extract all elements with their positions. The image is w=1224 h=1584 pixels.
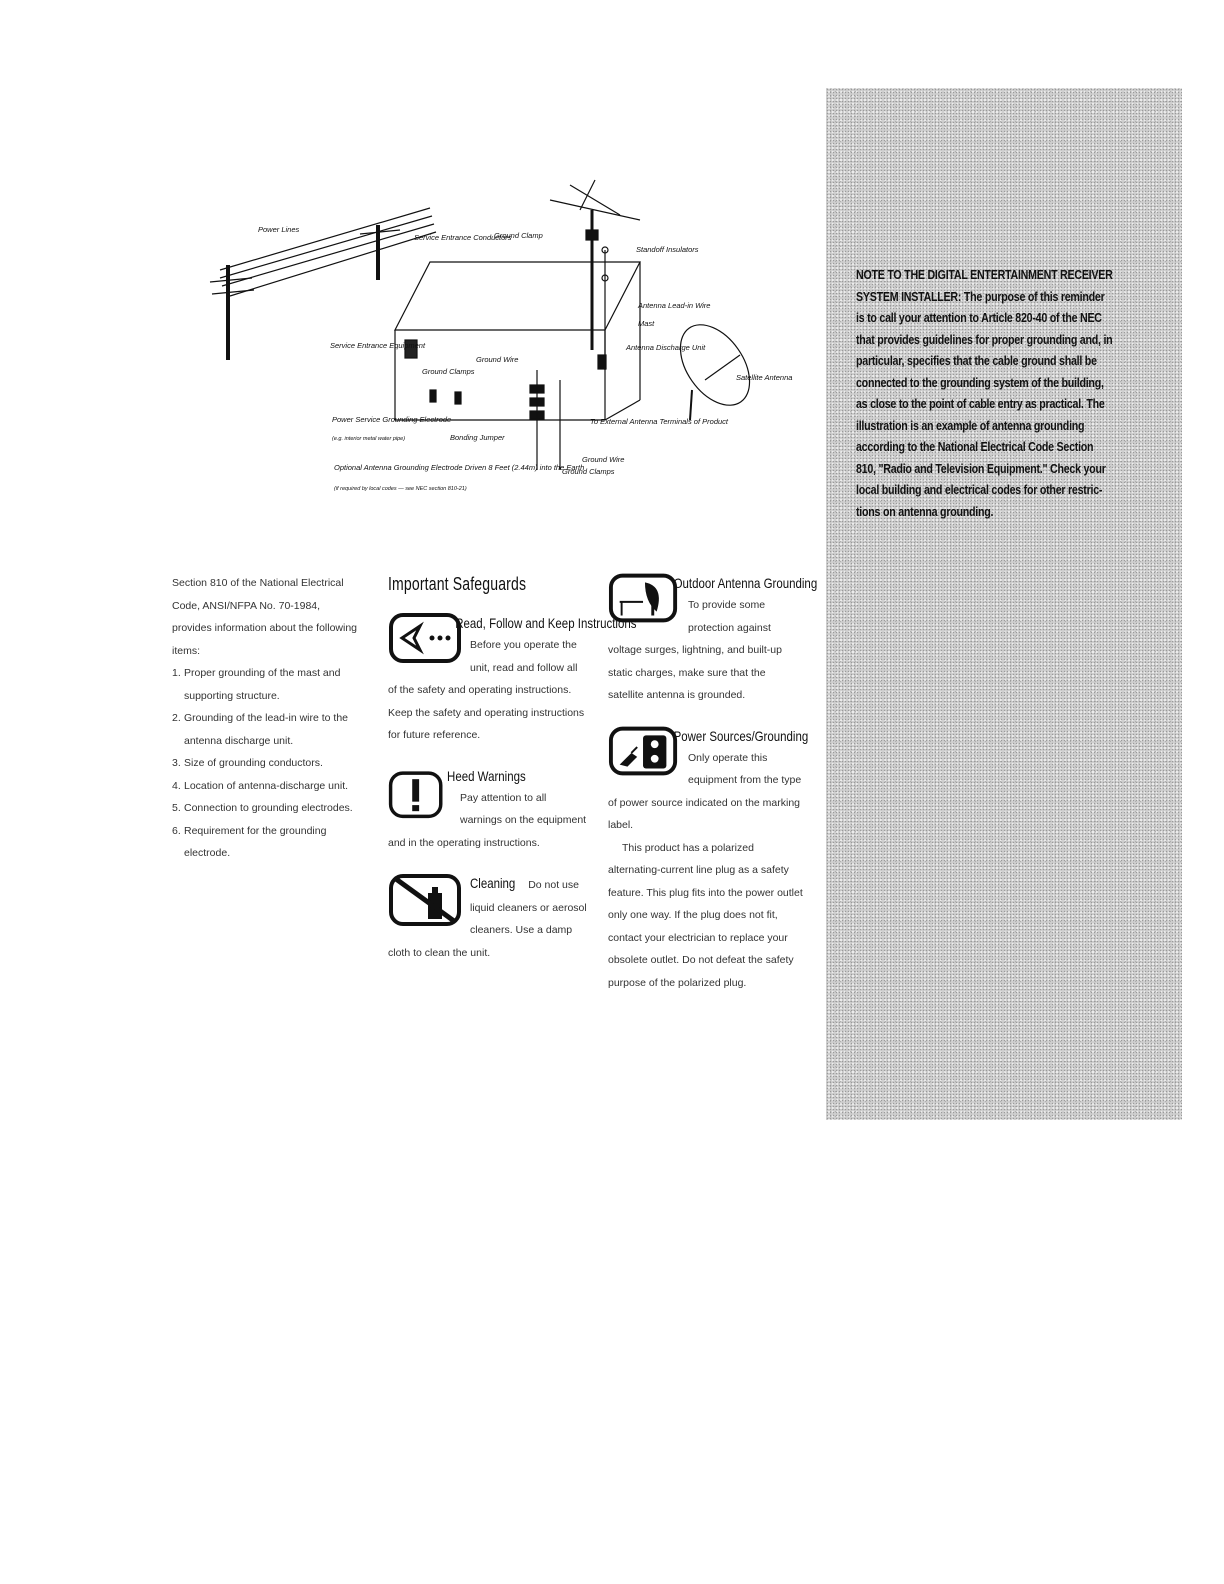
- label-standoff-insulators: Standoff Insulators: [636, 245, 699, 254]
- list-item-number: 3.: [172, 757, 181, 769]
- power-sources-body-1: Only operate this equipment from the type of power source indicated on the marking label.: [608, 751, 802, 831]
- list-item: [172, 820, 362, 865]
- note-line: that provides guidelines for proper grounding and, in: [856, 331, 1113, 347]
- nec-items-list: [172, 662, 362, 865]
- important-safeguards-column: [388, 572, 637, 982]
- note-line: is to call your attention to Article 820-40 of the NEC: [856, 310, 1102, 325]
- label-ground-clamps-2: Ground Clamps: [562, 467, 615, 476]
- label-optional-electrode-note: (if required by local codes — see NEC section 810-21): [334, 486, 467, 492]
- note-line: according to the National Electrical Code Section: [856, 439, 1094, 454]
- list-item: [172, 662, 362, 707]
- list-item-text: Size of grounding conductors.: [184, 757, 323, 769]
- list-item-number: 2.: [172, 712, 181, 724]
- grounding-column: [608, 572, 818, 1012]
- list-item-number: 4.: [172, 779, 181, 792]
- label-satellite-antenna: Satellite Antenna: [736, 373, 793, 382]
- read-instructions-title: Read, Follow and Keep Instructions: [455, 615, 637, 631]
- note-line: NOTE TO THE DIGITAL ENTERTAINMENT RECEIVER: [856, 267, 1113, 282]
- label-service-entrance-conductors: Service Entrance Conductors: [414, 233, 512, 242]
- note-line: 810, "Radio and Television Equipment." Check your: [856, 460, 1106, 476]
- label-optional-electrode: Optional Antenna Grounding Electrode Driven 8 Feet (2.44m) into the Earth: [334, 463, 585, 472]
- installer-note: [856, 264, 1118, 522]
- list-item: [172, 752, 362, 775]
- list-item: [172, 775, 362, 798]
- note-line: as close to the point of cable entry as practical. The: [856, 396, 1105, 411]
- list-item-text: Requirement for the grounding electrode.: [184, 824, 327, 859]
- note-line: particular, specifies that the cable ground shall be: [856, 353, 1097, 368]
- label-power-service-grounding-electrode: Power Service Grounding Electrode: [332, 415, 452, 424]
- note-line: tions on antenna grounding.: [856, 503, 994, 519]
- antenna-grounding-diagram: [200, 170, 800, 515]
- power-sources-section: [608, 725, 809, 995]
- no-aerosol-icon: [388, 872, 462, 926]
- list-item-number: 6.: [172, 824, 181, 837]
- label-power-lines: Power Lines: [258, 225, 300, 234]
- nec-section-column: [172, 572, 362, 865]
- label-bonding-jumper: Bonding Jumper: [450, 433, 505, 442]
- cleaning-section: [388, 872, 588, 964]
- list-item-number: 5.: [172, 802, 181, 814]
- list-item: [172, 797, 362, 820]
- nec-intro: Section 810 of the National Electrical Code, ANSI/NFPA No. 70-1984, provides information about the following items:: [172, 577, 358, 657]
- read-instructions-section: [388, 612, 637, 747]
- label-service-entrance-equipment: Service Entrance Equipment: [330, 341, 426, 350]
- list-item-text: Grounding of the lead-in wire to the antenna discharge unit.: [184, 712, 349, 747]
- label-to-external-antenna-terminals: To External Antenna Terminals of Product: [590, 417, 728, 426]
- installer-note-panel: [826, 88, 1182, 1120]
- cleaning-title: Cleaning: [470, 875, 516, 891]
- label-antenna-discharge-unit: Antenna Discharge Unit: [626, 343, 706, 352]
- list-item: [172, 707, 362, 752]
- list-item-text: Location of antenna-discharge unit.: [184, 779, 349, 792]
- label-ground-clamps: Ground Clamps: [422, 367, 475, 376]
- power-sources-body-2: This product has a polarized alternating-current line plug as a safety feature. This plug fits into the power outlet only one way. If the plug does not fit, contact your electrician to replace your obsolete outlet. Do not defeat the safety purpose of the polarized plug.: [608, 841, 803, 989]
- note-line: local building and electrical codes for other restric-: [856, 482, 1103, 497]
- outdoor-antenna-body: To provide some protection against voltage surges, lightning, and built-up static charges, make sure that the satellite antenna is grounded.: [608, 599, 782, 701]
- bottom-scan-artifact: [100, 1558, 1160, 1560]
- read-instructions-body: Before you operate the unit, read and follow all of the safety and operating instructions. Keep the safety and operating instructions for future reference.: [388, 639, 585, 741]
- list-item-number: 1.: [172, 667, 181, 679]
- cleaning-body: Do not use liquid cleaners or aerosol cleaners. Use a damp cloth to clean the unit.: [388, 879, 587, 959]
- heed-warnings-body: Pay attention to all warnings on the equipment and in the operating instructions.: [388, 791, 587, 849]
- label-mast: Mast: [638, 319, 655, 328]
- page-title: Important Safeguards: [388, 574, 527, 594]
- note-line: connected to the grounding system of the building,: [856, 374, 1104, 390]
- heed-warnings-section: [388, 765, 588, 855]
- label-ground-wire-2: Ground Wire: [582, 455, 625, 464]
- list-item-text: Proper grounding of the mast and supporting structure.: [184, 667, 341, 702]
- note-line: SYSTEM INSTALLER: The purpose of this reminder: [856, 288, 1105, 304]
- outdoor-antenna-section: [608, 572, 818, 707]
- heed-warnings-title: Heed Warnings: [447, 767, 526, 784]
- outdoor-antenna-title: Outdoor Antenna Grounding: [673, 575, 818, 591]
- power-sources-title: Power Sources/Grounding: [673, 727, 809, 744]
- list-item-text: Connection to grounding electrodes.: [184, 802, 353, 814]
- label-ground-clamp: Ground Clamp: [494, 231, 543, 240]
- label-ground-wire: Ground Wire: [476, 355, 519, 364]
- note-line: illustration is an example of antenna grounding: [856, 417, 1085, 433]
- label-power-service-note: (e.g. interior metal water pipe): [332, 436, 406, 442]
- label-antenna-lead-in-wire: Antenna Lead-in Wire: [638, 301, 711, 310]
